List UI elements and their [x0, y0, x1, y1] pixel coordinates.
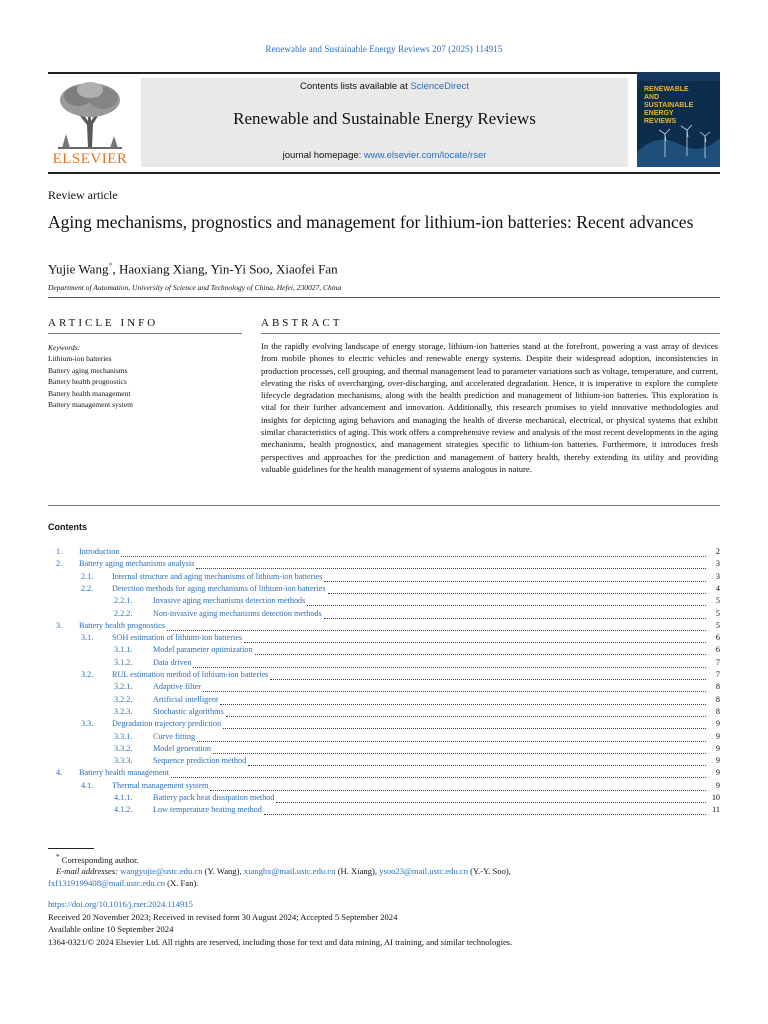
- toc-entry-page: 10: [711, 793, 720, 802]
- email-label: E-mail addresses:: [56, 866, 118, 876]
- abstract-body: In the rapidly evolving landscape of energy storage, lithium-ion batteries stand at the forefront, powering a vast array of devices from mobile phones to electric vehicles and renewable energy systems. Despite their widespread adoption, inconsistencies in production processes, cell grouping, and thermal management lead to parameter variations such as voltage, temperature, and current, elevating the risks of overcharging, over-discharging, and accelerated degradation. Hence, it is imperative to explore the complete lifecycle degradation mechanisms, along with the health prediction and management of lithium-ion batteries. This exploration is vital for their further advancement and innovation. Additionally, this research promises to yield innovative methodologies and insights for depicting aging behaviors and managing the health of diverse mechanical, electrical, or physical systems that exhibit similar characteristics of aging. This work offers a comprehensive review and analysis of the most recent developments in the aging mechanisms, health prognostics, and management strategies specific to lithium-ion batteries. Furthermore, it introduces fresh perspectives and approaches for the prediction and management of battery health, thereby extending its utility and providing valuable guidelines for the health management of systems analogous in nature.: [261, 341, 718, 474]
- toc-entry-title[interactable]: Internal structure and aging mechanisms of lithium-ion batteries: [112, 571, 323, 581]
- toc-dot-leader: [203, 679, 706, 692]
- toc-entry-page: 8: [715, 694, 720, 704]
- toc-dot-leader: [328, 581, 706, 594]
- toc-entry-number[interactable]: 2.2.1.: [114, 596, 133, 606]
- toc-entry-title[interactable]: Stochastic algorithms: [153, 706, 224, 716]
- abstract-bottom-rule: [48, 505, 720, 506]
- toc-entry-title[interactable]: Curve fitting: [153, 731, 196, 741]
- journal-homepage-line: [141, 150, 628, 161]
- toc-dot-leader: [324, 569, 706, 582]
- toc-dot-leader: [213, 741, 706, 754]
- toc-dot-leader: [167, 618, 706, 631]
- toc-entry-number[interactable]: 2.1.: [81, 571, 94, 581]
- toc-entry-number[interactable]: 3.2.1.: [114, 682, 133, 692]
- corresponding-author-note: [56, 853, 139, 865]
- author-name[interactable]: Yujie Wang: [48, 261, 109, 277]
- email-link[interactable]: wangyujie@ustc.edu.cn: [120, 866, 203, 876]
- toc-entry-title[interactable]: Battery health prognostics: [79, 620, 165, 630]
- keyword-item: Battery health prognostics: [48, 377, 127, 387]
- toc-entry-number[interactable]: 1.: [56, 547, 63, 556]
- received-dates: Received 20 November 2023; Received in revised form 30 August 2024; Accepted 5 September 2024: [48, 912, 398, 922]
- toc-entry-number[interactable]: 3.1.: [81, 633, 94, 643]
- toc-entry-page: 8: [715, 706, 720, 716]
- keyword-item: Lithium-ion batteries: [48, 354, 112, 363]
- contents-heading: Contents: [48, 522, 87, 532]
- keyword-item: Battery aging mechanisms: [48, 365, 128, 375]
- copyright-notice: 1364-0321/© 2024 Elsevier Ltd. All rights are reserved, including those for text and data mining, AI training, and similar technologies.: [48, 937, 513, 947]
- toc-dot-leader: [220, 692, 706, 705]
- author-name[interactable]: Haoxiang Xiang: [118, 261, 205, 277]
- toc-entry-number[interactable]: 3.1.1.: [114, 645, 133, 655]
- toc-entry-title[interactable]: Thermal management system: [112, 780, 209, 790]
- toc-entry-number[interactable]: 2.: [56, 559, 63, 569]
- toc-entry-page: 9: [715, 768, 720, 778]
- toc-entry-title[interactable]: SOH estimation of lithium-ion batteries: [112, 633, 243, 643]
- toc-entry-page: 4: [715, 583, 720, 593]
- toc-entry-page: 2: [715, 547, 720, 556]
- toc-dot-leader: [226, 704, 706, 717]
- toc-dot-leader: [255, 642, 706, 655]
- toc-entry-page: 8: [715, 682, 720, 692]
- toc-entry-page: 5: [715, 596, 720, 606]
- cover-line: REVIEWS: [644, 118, 677, 125]
- article-title: Aging mechanisms, prognostics and management for lithium-ion batteries: Recent advances: [48, 212, 694, 232]
- toc-dot-leader: [223, 716, 706, 729]
- journal-citation-link[interactable]: Renewable and Sustainable Energy Reviews 207 (2025) 114915: [265, 44, 503, 54]
- email-link[interactable]: ysoo23@mail.ustc.edu.cn: [379, 866, 468, 876]
- toc-entry-page: 3: [715, 559, 720, 569]
- footnote-rule: [48, 848, 94, 849]
- author-name[interactable]: Xiaofei Fan: [275, 261, 338, 277]
- email-owner: (Y. Wang),: [204, 866, 242, 876]
- toc-entry-title[interactable]: Non-invasive aging mechanisms detection methods: [153, 608, 322, 618]
- keyword-item: Battery management system: [48, 400, 133, 410]
- toc-entry-page: 3: [715, 571, 720, 581]
- toc-entry-number[interactable]: 3.: [56, 620, 63, 630]
- footnote-mark: *: [56, 853, 60, 861]
- author-separator: ,: [269, 261, 276, 277]
- abstract-rule: [261, 333, 720, 334]
- toc-dot-leader: [210, 778, 706, 791]
- article-info-rule: [48, 333, 242, 334]
- cover-title: [644, 86, 693, 126]
- toc-dot-leader: [270, 667, 706, 680]
- toc-entry-page: 7: [715, 670, 720, 679]
- toc-dot-leader: [248, 753, 706, 766]
- email-owner: (H. Xiang),: [337, 866, 378, 876]
- toc-entry-number[interactable]: 3.2.2.: [114, 694, 133, 704]
- toc-dot-leader: [193, 655, 706, 668]
- toc-entry-number[interactable]: 3.3.2.: [114, 743, 133, 753]
- toc-entry-number[interactable]: 2.2.: [81, 583, 94, 593]
- toc-entry-title[interactable]: Data driven: [153, 657, 192, 667]
- keyword-item: Battery health management: [48, 388, 131, 398]
- toc-entry-page: 9: [715, 731, 720, 741]
- toc-dot-leader: [324, 606, 706, 619]
- toc-entry-title[interactable]: Model parameter optimization: [153, 645, 253, 655]
- toc-entry-page: 6: [715, 633, 720, 643]
- online-date: Available online 10 September 2024: [48, 924, 174, 934]
- toc-entry-page: 9: [715, 719, 720, 729]
- toc-dot-leader: [171, 765, 706, 778]
- homepage-prefix: journal homepage:: [282, 150, 364, 161]
- elsevier-wordmark: ELSEVIER: [52, 151, 128, 167]
- toc-entry-title[interactable]: Detection methods for aging mechanisms of lithium-ion batteries: [112, 583, 326, 593]
- toc-dot-leader: [264, 802, 706, 815]
- contents-available-line: [141, 81, 628, 92]
- author-name[interactable]: Yin-Yi Soo: [210, 261, 270, 277]
- toc-entry-title[interactable]: Artificial intelligent: [153, 694, 219, 704]
- toc-entry-number[interactable]: 3.2.3.: [114, 706, 133, 716]
- toc-entry[interactable]: [0, 804, 768, 816]
- toc-entry-page: 7: [715, 657, 720, 667]
- toc-entry-page: 9: [715, 756, 720, 766]
- cover-line: RENEWABLE: [644, 86, 689, 93]
- toc-entry-title[interactable]: Adaptive filter: [153, 682, 201, 692]
- header-divider: [48, 297, 720, 298]
- corresponding-author-text: Corresponding author.: [61, 854, 139, 865]
- contents-prefix: Contents lists available at: [300, 81, 411, 92]
- masthead-top-rule: [48, 72, 720, 74]
- email-addresses: [56, 866, 511, 876]
- toc-entry-title[interactable]: Model generation: [153, 743, 211, 753]
- author-list: [48, 261, 338, 277]
- toc-entry-number[interactable]: 3.1.2.: [114, 657, 133, 667]
- toc-entry-number[interactable]: 2.2.2.: [114, 608, 133, 618]
- doi-link[interactable]: https://doi.org/10.1016/j.rser.2024.114915: [48, 899, 193, 909]
- toc-entry-page: 11: [712, 805, 720, 815]
- toc-entry-number[interactable]: 4.1.2.: [114, 805, 133, 815]
- masthead-bottom-rule: [48, 172, 720, 174]
- toc-dot-leader: [197, 729, 706, 742]
- toc-entry-title[interactable]: Introduction: [79, 547, 120, 556]
- toc-dot-leader: [276, 790, 706, 803]
- toc-entry-number[interactable]: 4.1.1.: [114, 793, 133, 802]
- toc-entry-page: 5: [715, 608, 720, 618]
- toc-entry-title[interactable]: Battery aging mechanisms analysis: [79, 559, 195, 569]
- email-addresses-continued: [48, 878, 198, 888]
- toc-entry-title[interactable]: Sequence prediction method: [153, 756, 247, 766]
- toc-entry-title[interactable]: Low temperature heating method: [153, 805, 262, 815]
- toc-dot-leader: [244, 630, 706, 643]
- author-affiliation: Department of Automation, University of Science and Technology of China, Hefei, 230027, China: [48, 283, 342, 292]
- toc-entry-page: 5: [715, 620, 720, 630]
- abstract-heading: ABSTRACT: [261, 317, 343, 329]
- cover-line: AND: [644, 94, 660, 101]
- email-link[interactable]: fxf1319199408@mail.ustc.edu.cn: [48, 878, 165, 888]
- toc-dot-leader: [196, 556, 706, 569]
- toc-entry-title[interactable]: Invasive aging mechanisms detection methods: [153, 596, 306, 606]
- toc-entry-number[interactable]: 3.3.: [81, 719, 94, 729]
- toc-entry-title[interactable]: Degradation trajectory prediction: [112, 719, 222, 729]
- toc-entry-number[interactable]: 4.: [56, 768, 63, 778]
- toc-entry-title[interactable]: Battery health management: [79, 768, 170, 778]
- journal-title: Renewable and Sustainable Energy Reviews: [233, 109, 536, 128]
- cover-line: ENERGY: [644, 110, 674, 117]
- keywords-list: [48, 353, 133, 411]
- journal-cover-thumbnail[interactable]: [637, 72, 720, 167]
- email-owner: (X. Fan).: [167, 878, 199, 888]
- article-info-heading: ARTICLE INFO: [48, 317, 159, 329]
- cover-line: SUSTAINABLE: [644, 102, 694, 109]
- author-separator: ,: [204, 261, 211, 277]
- toc-entry-title[interactable]: Battery pack heat dissipation method: [153, 793, 275, 802]
- toc-entry-number[interactable]: 3.3.3.: [114, 756, 133, 766]
- toc-entry-number[interactable]: 3.2.: [81, 670, 94, 679]
- toc-entry-page: 6: [715, 645, 720, 655]
- toc-entry-page: 9: [715, 743, 720, 753]
- toc-dot-leader: [307, 593, 706, 606]
- toc-entry-title[interactable]: RUL estimation method of lithium-ion batteries: [112, 670, 269, 679]
- journal-homepage-link[interactable]: www.elsevier.com/locate/rser: [363, 150, 487, 161]
- toc-entry-number[interactable]: 4.1.: [81, 780, 94, 790]
- article-type: Review article: [48, 188, 118, 202]
- keywords-label: Keywords:: [48, 343, 81, 352]
- sciencedirect-link[interactable]: ScienceDirect: [410, 81, 469, 92]
- toc-dot-leader: [121, 544, 706, 557]
- email-owner: (Y.-Y. Soo),: [470, 866, 511, 876]
- corresponding-author-mark[interactable]: *: [108, 261, 113, 270]
- toc-entry-number[interactable]: 3.3.1.: [114, 731, 133, 741]
- email-link[interactable]: xianghx@mail.ustc.edu.cn: [243, 866, 336, 876]
- toc-entry-page: 9: [715, 780, 720, 790]
- author-separator: ,: [112, 261, 119, 277]
